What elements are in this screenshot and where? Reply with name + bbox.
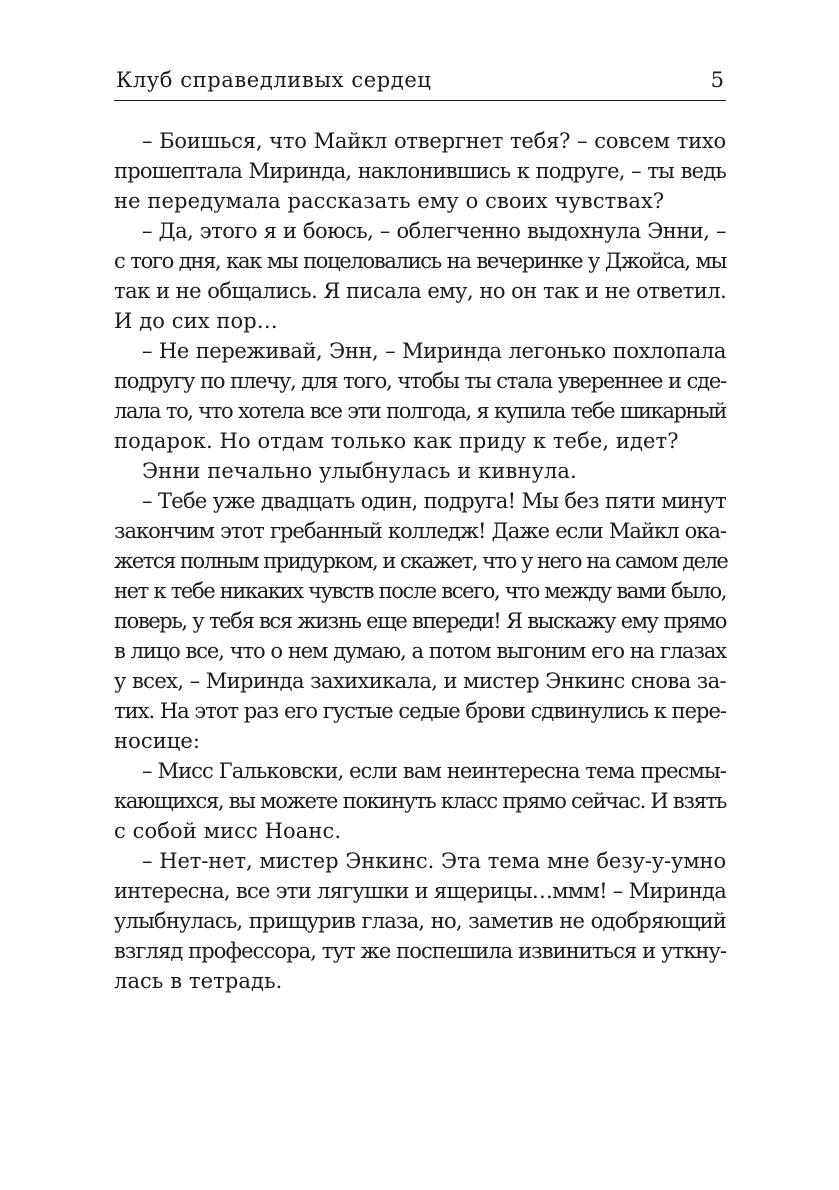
text-line: лала то, что хотела все эти полгода, я купила тебе шикарный xyxy=(114,399,726,423)
page-number: 5 xyxy=(710,68,724,92)
text-line: жется полным придурком, и скажет, что у него на самом деле xyxy=(114,549,728,573)
text-line: в лицо все, что о нем думаю, а потом выгоним его на глазах xyxy=(114,639,726,663)
body-text xyxy=(114,126,726,996)
text-line: так и не общались. Я писала ему, но он так и не ответил. xyxy=(114,279,727,303)
text-line: И до сих пор… xyxy=(114,309,278,333)
text-line: – Мисс Гальковски, если вам неинтересна тема пресмы- xyxy=(142,759,726,783)
text-line: прошептала Миринда, наклонившись к подруге, – ты ведь xyxy=(114,159,726,183)
running-header xyxy=(114,64,726,101)
text-line: не передумала рассказать ему о своих чувствах? xyxy=(114,189,665,213)
text-line: лась в тетрадь. xyxy=(114,969,283,993)
text-line: подарок. Но отдам только как приду к тебе, идет? xyxy=(114,429,679,453)
text-line: – Да, этого я и боюсь, – облегченно выдохнула Энни, – xyxy=(142,219,726,243)
text-line: тих. На этот раз его густые седые брови сдвинулись к пере- xyxy=(114,699,726,723)
text-line: – Нет-нет, мистер Энкинс. Эта тема мне безу-у-умно xyxy=(142,849,726,873)
text-line: – Тебе уже двадцать один, подруга! Мы без пяти минут xyxy=(142,489,726,513)
text-line: Энни печально улыбнулась и кивнула. xyxy=(142,459,577,483)
text-line: закончим этот гребанный колледж! Даже если Майкл ока- xyxy=(114,519,726,543)
text-line: – Не переживай, Энн, – Миринда легонько похлопала xyxy=(142,339,726,363)
text-line: нет к тебе никаких чувств после всего, что между вами было, xyxy=(114,579,726,603)
text-line: с собой мисс Ноанс. xyxy=(114,819,342,843)
text-line: с того дня, как мы поцеловались на вечеринке у Джойса, мы xyxy=(114,249,726,273)
running-header-title: Клуб справедливых сердец xyxy=(116,68,432,92)
text-line: поверь, у тебя вся жизнь еще впереди! Я выскажу ему прямо xyxy=(114,609,726,633)
text-line: – Боишься, что Майкл отвергнет тебя? – совсем тихо xyxy=(142,129,726,153)
text-line: кающихся, вы можете покинуть класс прямо сейчас. И взять xyxy=(114,789,726,813)
text-line: у всех, – Миринда захихикала, и мистер Энкинс снова за- xyxy=(114,669,726,693)
text-line: подругу по плечу, для того, чтобы ты стала увереннее и сде- xyxy=(114,369,726,393)
text-line: носице: xyxy=(114,729,201,753)
text-line: интересна, все эти лягушки и ящерицы…ммм! – Миринда xyxy=(114,879,727,903)
text-line: взгляд профессора, тут же поспешила извиниться и уткну- xyxy=(114,939,727,963)
text-line: улыбнулась, прищурив глаза, но, заметив не одобряющий xyxy=(114,909,726,933)
